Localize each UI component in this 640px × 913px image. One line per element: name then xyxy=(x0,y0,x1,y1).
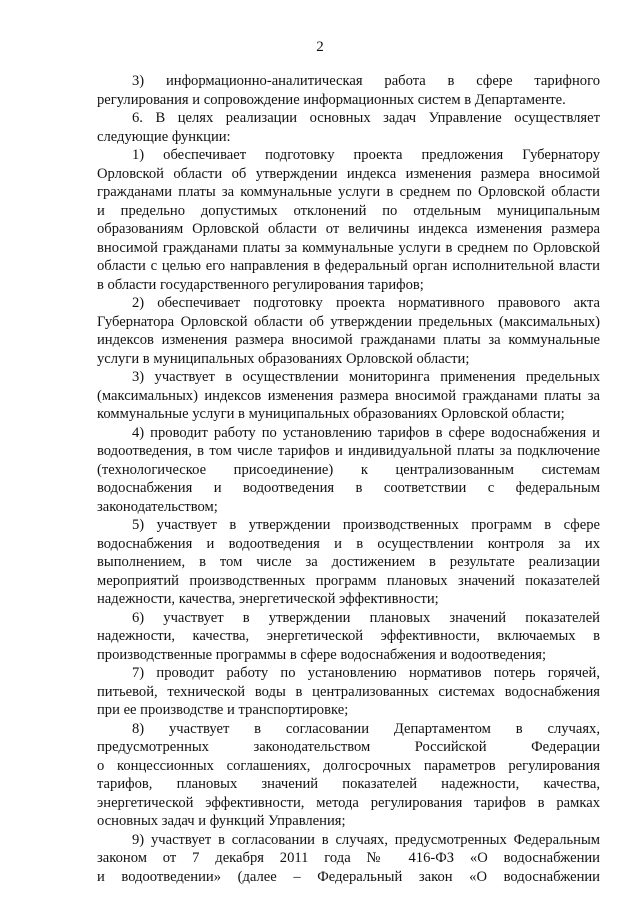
text-line: мероприятий производственных программ плановых значений показателей xyxy=(97,572,600,589)
text-line: 6. В целях реализации основных задач Управление осуществляет xyxy=(132,110,600,126)
text-line: 3) участвует в осуществлении мониторинга применения предельных xyxy=(132,369,600,385)
page-number: 2 xyxy=(316,39,324,55)
text-line: водоснабжения и водоотведения в соответствии с федеральным xyxy=(97,480,600,496)
text-line: энергетической эффективности, метода регулирования тарифов в рамках xyxy=(97,794,600,811)
text-line: предусмотренных законодательством Российской Федерации xyxy=(97,739,600,755)
text-line: при ее производстве и транспортировке; xyxy=(97,702,349,718)
text-line: производственные программы в сфере водоснабжения и водоотведения; xyxy=(97,646,547,663)
text-line: Орловской области об утверждении индекса изменения размера вносимой xyxy=(97,165,600,182)
text-line: гражданами платы за коммунальные услуги в среднем по Орловской области xyxy=(97,184,600,200)
text-line: (максимальных) индексов изменения размера вносимой гражданами платы за xyxy=(97,387,600,404)
text-line: 1) обеспечивает подготовку проекта предложения Губернатору xyxy=(132,147,600,163)
text-line: тарифов, плановых значений показателей надежности, качества, xyxy=(97,776,600,792)
text-line: услуги в муниципальных образованиях Орловской области; xyxy=(97,350,470,367)
text-line: 2) обеспечивает подготовку проекта нормативного правового акта xyxy=(132,295,600,311)
text-line: 9) участвует в согласовании в случаях, предусмотренных Федеральным xyxy=(132,831,600,848)
text-line: Губернатора Орловской области об утверждении предельных (максимальных) xyxy=(97,313,600,330)
text-line: питьевой, технической воды в централизованных системах водоснабжения xyxy=(97,683,600,700)
text-line: и предельно допустимых отклонений по отдельным муниципальным xyxy=(97,202,600,219)
text-line: следующие функции: xyxy=(97,128,231,145)
text-line: основных задач и функций Управления; xyxy=(97,813,346,829)
text-line: 6) участвует в утверждении плановых значений показателей xyxy=(132,609,600,626)
text-line: коммунальные услуги в муниципальных образованиях Орловской области; xyxy=(97,406,565,422)
text-line: надежности, качества, энергетической эффективности, включаемых в xyxy=(97,628,600,644)
text-line: в области государственного регулирования тарифов; xyxy=(97,276,424,293)
text-line: 3) информационно-аналитическая работа в сфере тарифного xyxy=(132,73,600,89)
document-body xyxy=(97,72,600,886)
text-line: о концессионных соглашениях, долгосрочных параметров регулирования xyxy=(97,757,600,774)
text-line: индексов изменения размера вносимой гражданами платы за коммунальные xyxy=(97,332,600,348)
text-line: водоотведения, в том числе тарифов и индивидуальной платы за подключение xyxy=(97,443,600,459)
text-line: области с целью его направления в федеральный орган исполнительной власти xyxy=(97,258,600,274)
text-line: регулирования и сопровождение информационных систем в Департаменте. xyxy=(97,91,566,108)
text-line: вносимой гражданами платы за коммунальные услуги в среднем по Орловской xyxy=(97,239,600,256)
text-line: 5) участвует в утверждении производственных программ в сфере xyxy=(132,517,600,533)
text-line: и водоотведении» (далее – Федеральный закон «О водоснабжении xyxy=(97,868,600,885)
text-line: образованиям Орловской области от величины индекса изменения размера xyxy=(97,221,600,237)
text-line: законом от 7 декабря 2011 года № 416-ФЗ «О водоснабжении xyxy=(97,850,600,866)
text-line: водоснабжения и водоотведения и в осуществлении контроля за их xyxy=(97,535,600,552)
text-line: выполнением, в том числе за достижением в результате реализации xyxy=(97,554,600,570)
text-line: 4) проводит работу по установлению тарифов в сфере водоснабжения и xyxy=(132,424,600,441)
text-line: законодательством; xyxy=(97,498,218,515)
text-line: надежности, качества, энергетической эффективности; xyxy=(97,591,439,607)
text-line: 7) проводит работу по установлению нормативов потерь горячей, xyxy=(132,665,600,681)
text-line: (технологическое присоединение) к централизованным системам xyxy=(97,461,600,478)
text-line: 8) участвует в согласовании Департаментом в случаях, xyxy=(132,720,600,737)
